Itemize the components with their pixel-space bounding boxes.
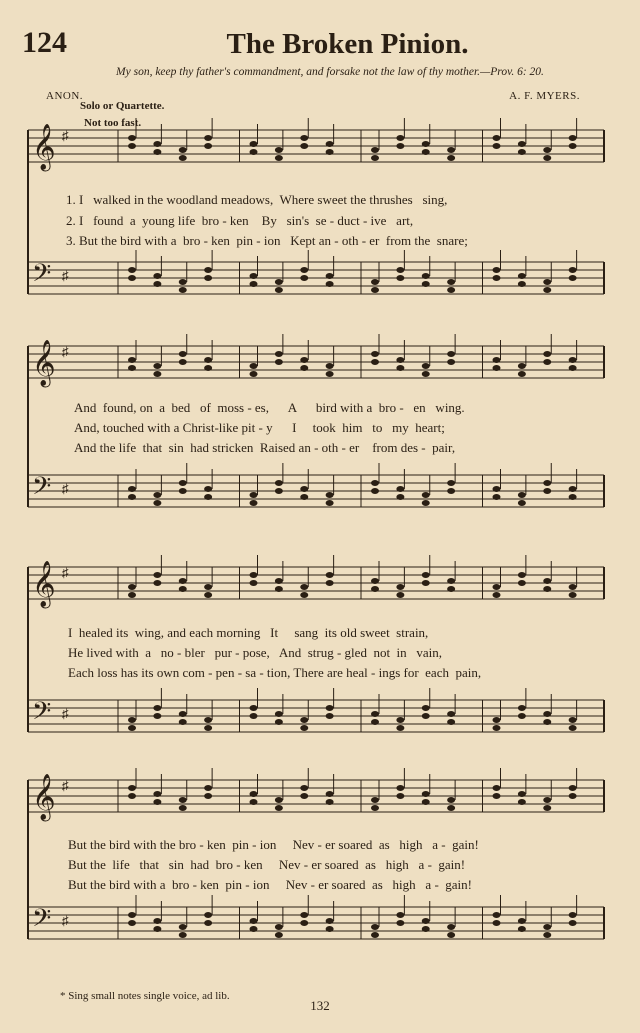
note-head: [204, 275, 212, 281]
note-head: [371, 359, 379, 365]
note-head: [153, 572, 161, 578]
note-head: [371, 351, 379, 357]
note-head: [204, 912, 212, 918]
note-head: [275, 279, 283, 285]
lyric-line: But the bird with a bro - ken pin - ion Nev - er soared as high a - gain!: [68, 877, 472, 892]
note-head: [422, 926, 430, 932]
note-head: [275, 797, 283, 803]
note-head: [518, 926, 526, 932]
note-head: [153, 141, 161, 147]
note-head: [518, 799, 526, 805]
note-head: [204, 793, 212, 799]
note-head: [300, 486, 308, 492]
note-head: [300, 785, 308, 791]
note-head: [396, 584, 404, 590]
sharp-sign: ♯: [62, 706, 69, 721]
note-head: [396, 135, 404, 141]
note-head: [153, 492, 161, 498]
lyric-line: 1. I walked in the woodland meadows, Where sweet the thrushes sing,: [66, 192, 448, 207]
note-head: [153, 791, 161, 797]
note-head: [275, 147, 283, 153]
note-head: [204, 135, 212, 141]
note-head: [153, 149, 161, 155]
bass-clef: 𝄢: [32, 472, 52, 507]
note-head: [396, 920, 404, 926]
note-head: [275, 488, 283, 494]
note-head: [300, 793, 308, 799]
lyric-line: Each loss has its own com - pen - sa - tion, There are heal - ings for each pain,: [68, 665, 482, 680]
words-credit: ANON.: [46, 90, 84, 102]
note-head: [493, 592, 501, 598]
note-head: [153, 363, 161, 369]
note-head: [153, 713, 161, 719]
performance-note: Solo or Quartette.: [80, 100, 165, 112]
note-head: [396, 494, 404, 500]
note-head: [422, 500, 430, 506]
note-head: [543, 805, 551, 811]
note-head: [569, 135, 577, 141]
note-head: [371, 586, 379, 592]
lyric-line: And found, on a bed of moss - es, A bird with a bro - en wing.: [74, 400, 465, 415]
note-head: [422, 799, 430, 805]
note-head: [371, 488, 379, 494]
note-head: [447, 359, 455, 365]
tempo-marking: Not too fast.: [84, 117, 142, 129]
note-head: [326, 791, 334, 797]
note-head: [179, 805, 187, 811]
note-head: [493, 725, 501, 731]
note-head: [371, 932, 379, 938]
note-head: [422, 273, 430, 279]
note-head: [371, 719, 379, 725]
note-head: [179, 351, 187, 357]
note-head: [179, 578, 187, 584]
note-head: [128, 584, 136, 590]
note-head: [447, 924, 455, 930]
note-head: [300, 592, 308, 598]
note-head: [179, 797, 187, 803]
note-head: [371, 805, 379, 811]
note-head: [300, 135, 308, 141]
note-head: [275, 924, 283, 930]
note-head: [543, 488, 551, 494]
note-head: [422, 580, 430, 586]
note-head: [275, 711, 283, 717]
note-head: [128, 494, 136, 500]
lyric-line: He lived with a no - bler pur - pose, And strug - gled not in vain,: [68, 645, 443, 660]
lyric-line: And, touched with a Christ-like pit - y I took him to my heart;: [74, 420, 445, 435]
note-head: [518, 281, 526, 287]
hymn-number: 124: [22, 26, 67, 59]
note-head: [493, 486, 501, 492]
note-head: [543, 797, 551, 803]
hymn-title: The Broken Pinion.: [226, 28, 469, 60]
note-head: [493, 135, 501, 141]
note-head: [518, 141, 526, 147]
note-head: [543, 924, 551, 930]
note-head: [447, 351, 455, 357]
note-head: [518, 363, 526, 369]
note-head: [543, 586, 551, 592]
note-head: [128, 275, 136, 281]
lyric-line: But the bird with the bro - ken pin - ion Nev - er soared as high a - gain!: [68, 837, 479, 852]
note-head: [371, 797, 379, 803]
note-head: [204, 143, 212, 149]
note-head: [153, 273, 161, 279]
note-head: [493, 494, 501, 500]
note-head: [179, 711, 187, 717]
note-head: [326, 371, 334, 377]
note-head: [275, 480, 283, 486]
note-head: [250, 580, 258, 586]
note-head: [543, 480, 551, 486]
music-credit: A. F. MYERS.: [509, 90, 580, 102]
note-head: [447, 719, 455, 725]
note-head: [300, 725, 308, 731]
note-head: [128, 717, 136, 723]
note-head: [569, 592, 577, 598]
note-head: [250, 926, 258, 932]
note-head: [518, 492, 526, 498]
note-head: [179, 279, 187, 285]
note-head: [250, 572, 258, 578]
note-head: [543, 719, 551, 725]
note-head: [300, 143, 308, 149]
note-head: [493, 912, 501, 918]
note-head: [447, 797, 455, 803]
note-head: [250, 363, 258, 369]
note-head: [153, 580, 161, 586]
note-head: [275, 287, 283, 293]
note-head: [518, 580, 526, 586]
note-head: [275, 586, 283, 592]
note-head: [543, 279, 551, 285]
note-head: [518, 149, 526, 155]
sharp-sign: ♯: [62, 481, 69, 496]
note-head: [250, 791, 258, 797]
bass-clef: 𝄢: [32, 904, 52, 939]
note-head: [326, 363, 334, 369]
note-head: [326, 281, 334, 287]
note-head: [300, 275, 308, 281]
note-head: [447, 932, 455, 938]
note-head: [250, 500, 258, 506]
note-head: [300, 357, 308, 363]
note-head: [569, 920, 577, 926]
note-head: [493, 584, 501, 590]
note-head: [396, 793, 404, 799]
note-head: [204, 592, 212, 598]
sharp-sign: ♯: [62, 128, 69, 143]
note-head: [569, 785, 577, 791]
note-head: [396, 717, 404, 723]
note-head: [371, 147, 379, 153]
note-head: [250, 371, 258, 377]
note-head: [128, 143, 136, 149]
note-head: [396, 275, 404, 281]
note-head: [493, 275, 501, 281]
note-head: [447, 488, 455, 494]
note-head: [179, 155, 187, 161]
note-head: [250, 273, 258, 279]
note-head: [128, 793, 136, 799]
note-head: [153, 705, 161, 711]
note-head: [543, 155, 551, 161]
note-head: [204, 267, 212, 273]
sharp-sign: ♯: [62, 778, 69, 793]
note-head: [326, 149, 334, 155]
note-head: [543, 147, 551, 153]
note-head: [371, 287, 379, 293]
note-head: [396, 785, 404, 791]
note-head: [493, 793, 501, 799]
note-head: [422, 705, 430, 711]
note-head: [326, 918, 334, 924]
note-head: [250, 141, 258, 147]
note-head: [493, 357, 501, 363]
note-head: [204, 494, 212, 500]
note-head: [275, 719, 283, 725]
note-head: [543, 359, 551, 365]
note-head: [153, 926, 161, 932]
note-head: [447, 805, 455, 811]
treble-clef: 𝄞: [32, 561, 56, 607]
note-head: [128, 725, 136, 731]
note-head: [371, 279, 379, 285]
note-head: [204, 357, 212, 363]
note-head: [569, 725, 577, 731]
note-head: [518, 918, 526, 924]
note-head: [275, 359, 283, 365]
note-head: [153, 799, 161, 805]
note-head: [128, 592, 136, 598]
note-head: [204, 725, 212, 731]
note-head: [518, 572, 526, 578]
note-head: [179, 586, 187, 592]
note-head: [128, 135, 136, 141]
note-head: [128, 486, 136, 492]
note-head: [371, 480, 379, 486]
note-head: [275, 155, 283, 161]
note-head: [250, 705, 258, 711]
note-head: [543, 578, 551, 584]
note-head: [422, 918, 430, 924]
note-head: [153, 371, 161, 377]
treble-clef: 𝄞: [32, 774, 56, 820]
note-head: [422, 363, 430, 369]
note-head: [396, 365, 404, 371]
note-head: [422, 492, 430, 498]
lyric-line: 2. I found a young life bro - ken By sin's se - duct - ive art,: [66, 213, 414, 228]
treble-clef: 𝄞: [32, 340, 56, 386]
note-head: [153, 918, 161, 924]
note-head: [300, 584, 308, 590]
sharp-sign: ♯: [62, 268, 69, 283]
note-head: [422, 371, 430, 377]
note-head: [326, 926, 334, 932]
note-head: [179, 924, 187, 930]
note-head: [543, 932, 551, 938]
note-head: [326, 580, 334, 586]
note-head: [396, 725, 404, 731]
note-head: [300, 717, 308, 723]
note-head: [447, 480, 455, 486]
note-head: [396, 486, 404, 492]
scripture-epigraph: My son, keep thy father's commandment, and forsake not the law of thy mother.—Prov. 6: 20.: [116, 66, 544, 78]
note-head: [422, 141, 430, 147]
note-head: [179, 287, 187, 293]
note-head: [422, 791, 430, 797]
note-head: [326, 273, 334, 279]
bass-clef: 𝄢: [32, 697, 52, 732]
note-head: [493, 143, 501, 149]
note-head: [179, 480, 187, 486]
note-head: [569, 267, 577, 273]
note-head: [518, 371, 526, 377]
note-head: [250, 492, 258, 498]
note-head: [569, 365, 577, 371]
note-head: [326, 141, 334, 147]
note-head: [396, 143, 404, 149]
note-head: [326, 713, 334, 719]
note-head: [371, 155, 379, 161]
note-head: [326, 705, 334, 711]
note-head: [493, 717, 501, 723]
note-head: [179, 147, 187, 153]
note-head: [153, 281, 161, 287]
note-head: [179, 719, 187, 725]
note-head: [250, 918, 258, 924]
note-head: [518, 713, 526, 719]
note-head: [422, 149, 430, 155]
note-head: [275, 805, 283, 811]
note-head: [543, 351, 551, 357]
note-head: [300, 912, 308, 918]
note-head: [493, 920, 501, 926]
note-head: [569, 584, 577, 590]
note-head: [422, 281, 430, 287]
note-head: [447, 147, 455, 153]
note-head: [447, 279, 455, 285]
note-head: [326, 799, 334, 805]
note-head: [128, 365, 136, 371]
note-head: [447, 578, 455, 584]
note-head: [422, 713, 430, 719]
note-head: [204, 365, 212, 371]
note-head: [569, 717, 577, 723]
note-head: [569, 494, 577, 500]
note-head: [300, 494, 308, 500]
note-head: [300, 267, 308, 273]
lyric-line: And the life that sin had stricken Raised an - oth - er from des - pair,: [74, 440, 456, 455]
note-head: [250, 713, 258, 719]
note-head: [300, 365, 308, 371]
sharp-sign: ♯: [62, 913, 69, 928]
note-head: [447, 711, 455, 717]
note-head: [569, 793, 577, 799]
note-head: [447, 155, 455, 161]
note-head: [153, 500, 161, 506]
note-head: [204, 584, 212, 590]
note-head: [326, 500, 334, 506]
note-head: [250, 281, 258, 287]
note-head: [326, 492, 334, 498]
note-head: [396, 592, 404, 598]
note-head: [179, 359, 187, 365]
note-head: [371, 578, 379, 584]
lyric-line: 3. But the bird with a bro - ken pin - ion Kept an - oth - er from the snare;: [66, 233, 468, 248]
note-head: [447, 287, 455, 293]
bass-clef: 𝄢: [32, 259, 52, 294]
note-head: [396, 912, 404, 918]
note-head: [493, 365, 501, 371]
note-head: [179, 488, 187, 494]
sharp-sign: ♯: [62, 565, 69, 580]
note-head: [371, 711, 379, 717]
note-head: [493, 785, 501, 791]
footnote: * Sing small notes single voice, ad lib.: [60, 990, 230, 1002]
note-head: [128, 920, 136, 926]
note-head: [396, 357, 404, 363]
lyric-line: But the life that sin had bro - ken Nev - er soared as high a - gain!: [68, 857, 466, 872]
note-head: [204, 717, 212, 723]
note-head: [204, 920, 212, 926]
sharp-sign: ♯: [62, 344, 69, 359]
note-head: [128, 912, 136, 918]
note-head: [204, 785, 212, 791]
note-head: [543, 711, 551, 717]
note-head: [569, 143, 577, 149]
note-head: [518, 705, 526, 711]
note-head: [204, 486, 212, 492]
note-head: [396, 267, 404, 273]
note-head: [569, 912, 577, 918]
note-head: [250, 799, 258, 805]
note-head: [569, 357, 577, 363]
note-head: [422, 572, 430, 578]
note-head: [275, 932, 283, 938]
note-head: [128, 785, 136, 791]
lyric-line: I healed its wing, and each morning It sang its old sweet strain,: [68, 625, 429, 640]
note-head: [493, 267, 501, 273]
note-head: [275, 578, 283, 584]
note-head: [518, 273, 526, 279]
note-head: [447, 586, 455, 592]
note-head: [543, 287, 551, 293]
note-head: [128, 267, 136, 273]
note-head: [569, 486, 577, 492]
note-head: [371, 924, 379, 930]
note-head: [326, 572, 334, 578]
note-head: [518, 500, 526, 506]
note-head: [250, 149, 258, 155]
note-head: [128, 357, 136, 363]
page-number: 132: [310, 998, 330, 1013]
note-head: [569, 275, 577, 281]
treble-clef: 𝄞: [32, 124, 56, 170]
note-head: [300, 920, 308, 926]
note-head: [275, 351, 283, 357]
note-head: [518, 791, 526, 797]
note-head: [179, 932, 187, 938]
